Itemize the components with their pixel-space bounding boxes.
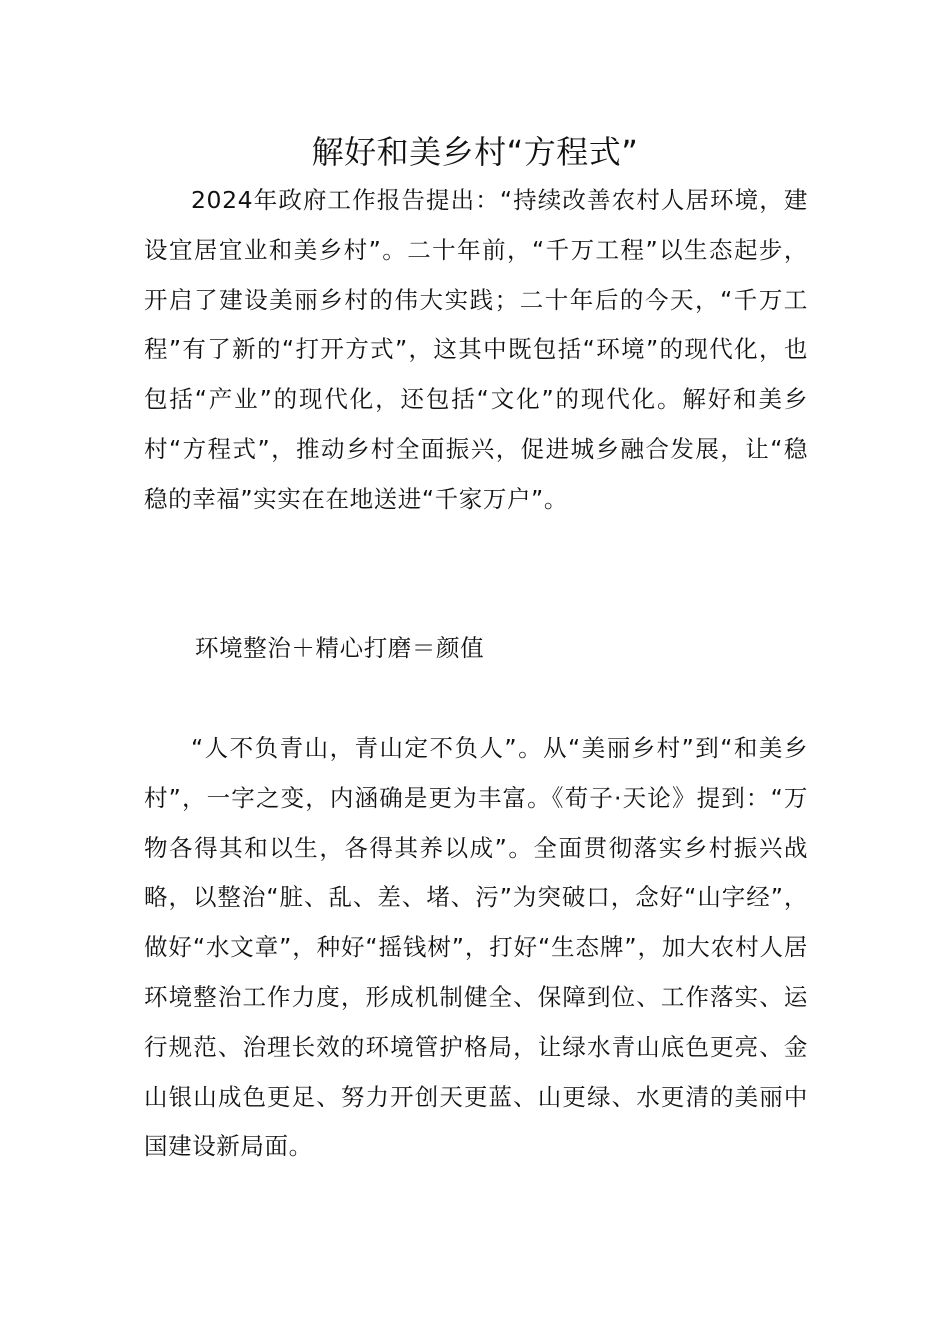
intro-paragraph: 2024年政府工作报告提出：“持续改善农村人居环境，建设宜居宜业和美乡村”。二十年前，“千万工程”以生态起步，开启了建设美丽乡村的伟大实践；二十年后的今天，“千万工程”有了新的“打开方式”，这其中既包括“环境”的现代化，也包括“产业”的现代化，还包括“文化”的现代化。解好和美乡村“方程式”，推动乡村全面振兴，促进城乡融合发展，让“稳稳的幸福”实实在在地送进“千家万户”。 [144, 186, 808, 513]
section-subheading: 环境整治＋精心打磨＝颜值 [195, 634, 485, 662]
body-paragraph: “人不负青山，青山定不负人”。从“美丽乡村”到“和美乡村”，一字之变，内涵确是更为丰富。《荀子·天论》提到：“万物各得其和以生，各得其养以成”。全面贯彻落实乡村振兴战略，以整治“脏、乱、差、堵、污”为突破口，念好“山字经”，做好“水文章”，种好“摇钱树”，打好“生态牌”，加大农村人居环境整治工作力度，形成机制健全、保障到位、工作落实、运行规范、治理长效的环境管护格局，让绿水青山底色更亮、金山银山成色更足、努力开创天更蓝、山更绿、水更清的美丽中国建设新局面。 [144, 734, 808, 1161]
document-title: 解好和美乡村“方程式” [311, 133, 639, 171]
